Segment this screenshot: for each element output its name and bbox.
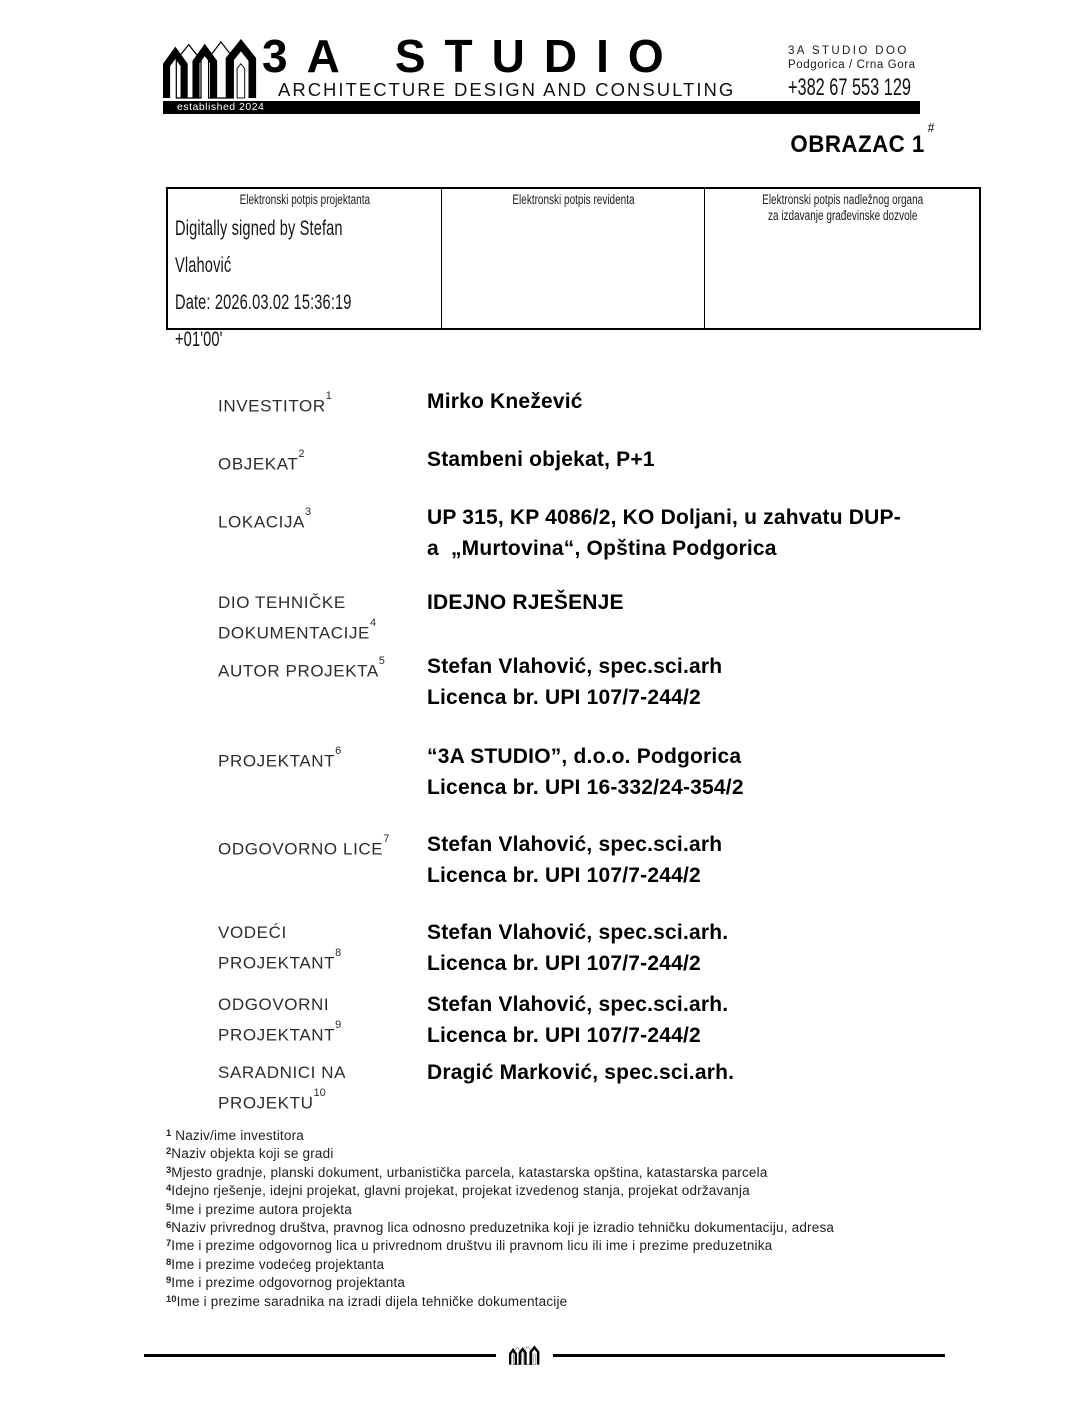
footer-rule-right bbox=[553, 1354, 945, 1357]
field-label-line: ODGOVORNI bbox=[218, 995, 330, 1014]
footnote-item bbox=[166, 1236, 946, 1254]
field-value bbox=[427, 918, 1007, 979]
signature-line: Vlahović bbox=[175, 253, 232, 277]
field-label-line: VODEĆI bbox=[218, 923, 287, 942]
field-label-sup: 7 bbox=[383, 833, 390, 845]
form-title-mark: # bbox=[927, 120, 935, 135]
footnote-text: Naziv/ime investitora bbox=[171, 1128, 304, 1143]
field-label-line: PROJEKTANT$^9$ bbox=[218, 1019, 342, 1045]
field-label-line: SARADNICI NA bbox=[218, 1063, 347, 1082]
field-value bbox=[427, 445, 1007, 476]
signature-line: Digitally signed by Stefan bbox=[175, 216, 343, 240]
footnote-text: Ime i prezime vodećeg projektanta bbox=[171, 1256, 385, 1272]
field-label-sup: 8 bbox=[335, 947, 342, 959]
field-value-line: UP 315, KP 4086/2, KO Doljani, u zahvatu DUP- bbox=[427, 506, 901, 529]
footer-logo-icon bbox=[509, 1344, 540, 1366]
field-value-line: Dragić Marković, spec.sci.arh. bbox=[427, 1061, 735, 1084]
company-location: Podgorica / Crna Gora bbox=[788, 59, 916, 71]
field-value bbox=[427, 830, 1007, 891]
footnote-sup: 4 bbox=[166, 1183, 172, 1195]
field-value-line: Licenca br. UPI 16-332/24-354/2 bbox=[427, 775, 744, 799]
field-label-line: DOKUMENTACIJE$^4$ bbox=[218, 617, 377, 643]
field-value-line: Stambeni objekat, P+1 bbox=[427, 448, 655, 471]
footer-rule-left bbox=[144, 1354, 496, 1357]
field-value-line: “3A STUDIO”, d.o.o. Podgorica bbox=[427, 745, 742, 768]
footnote-text: Naziv privrednog društva, pravnog lica odnosno preduzetnika koji je izradio tehničku dokumentaciju, adresa bbox=[171, 1220, 835, 1236]
field-label-line: PROJEKTANT$^6$ bbox=[218, 745, 342, 771]
signature-line: +01'00' bbox=[175, 327, 223, 351]
field-label-line: LOKACIJA$^3$ bbox=[218, 506, 312, 532]
footnote-item bbox=[166, 1126, 946, 1144]
form-title-text: OBRAZAC 1 bbox=[790, 131, 925, 158]
field-value-line: Licenca br. UPI 107/7-244/2 bbox=[427, 1023, 701, 1047]
field-value-line: a „Murtovina“, Opština Podgorica bbox=[427, 536, 777, 560]
signature-line: Date: 2026.03.02 15:36:19 bbox=[175, 290, 352, 314]
footnote-item bbox=[166, 1255, 946, 1273]
field-label bbox=[218, 992, 418, 1049]
footnote-text: Mjesto gradnje, planski dokument, urbanistička parcela, katastarska opština, katastarska parcela bbox=[171, 1164, 768, 1180]
field-label bbox=[218, 920, 418, 977]
field-value-line: Licenca br. UPI 107/7-244/2 bbox=[427, 951, 701, 975]
field-value-line: Licenca br. UPI 107/7-244/2 bbox=[427, 685, 701, 709]
footnote-sup: 3 bbox=[166, 1164, 172, 1176]
footnote-sup: 9 bbox=[166, 1275, 172, 1287]
footnote-text: Ime i prezime autora projekta bbox=[171, 1201, 352, 1217]
footnote-sup: 1 bbox=[166, 1128, 172, 1139]
signature-header-line: Elektronski potpis revidenta bbox=[512, 192, 635, 207]
field-label-sup: 9 bbox=[335, 1019, 342, 1031]
footnote-item bbox=[166, 1218, 946, 1236]
field-label bbox=[218, 389, 418, 420]
field-label-line: DIO TEHNIČKE bbox=[218, 593, 346, 612]
footnote-item bbox=[166, 1292, 946, 1310]
field-value bbox=[427, 503, 1007, 564]
field-value-line: Licenca br. UPI 107/7-244/2 bbox=[427, 863, 701, 887]
footnote-sup: 8 bbox=[166, 1256, 172, 1268]
field-value-line: IDEJNO RJEŠENJE bbox=[427, 591, 624, 614]
field-label-line: PROJEKTANT$^8$ bbox=[218, 947, 342, 973]
footnote-text: Idejno rješenje, idejni projekat, glavni projekat, projekat izvedenog stanja, projekat održavanja bbox=[171, 1183, 750, 1199]
field-value-line: Mirko Knežević bbox=[427, 390, 583, 413]
field-label-sup: 10 bbox=[313, 1087, 326, 1099]
footnote-sup: 2 bbox=[166, 1146, 172, 1158]
field-label-sup: 3 bbox=[305, 506, 312, 518]
field-value bbox=[427, 1058, 1007, 1089]
field-label-sup: 5 bbox=[378, 655, 385, 667]
signature-header-line: za izdavanje građevinske dozvole bbox=[767, 208, 917, 223]
footnote-sup: 5 bbox=[166, 1201, 172, 1213]
field-label bbox=[218, 832, 418, 863]
field-value bbox=[427, 742, 1007, 803]
field-label-line: OBJEKAT$^2$ bbox=[218, 448, 305, 474]
field-label bbox=[218, 590, 418, 647]
established-banner-text: established 2024 bbox=[177, 101, 265, 113]
footnote-text: Naziv objekta koji se gradi bbox=[171, 1146, 334, 1162]
phone-number: +382 67 553 129 bbox=[788, 74, 911, 101]
field-value bbox=[427, 387, 1007, 418]
field-value bbox=[427, 652, 1007, 713]
field-value-line: Stefan Vlahović, spec.sci.arh bbox=[427, 655, 723, 678]
footnote-item bbox=[166, 1200, 946, 1218]
field-label-line: PROJEKTU$^{10}$ bbox=[218, 1087, 326, 1113]
footnote-text: Ime i prezime saradnika na izradi dijela tehničke dokumentacije bbox=[176, 1293, 568, 1309]
field-label bbox=[218, 505, 418, 536]
footnote-item bbox=[166, 1144, 946, 1162]
footnotes-section bbox=[166, 1126, 946, 1310]
footnote-item bbox=[166, 1273, 946, 1291]
field-label-line: INVESTITOR$^1$ bbox=[218, 390, 332, 416]
brand-tagline: ARCHITECTURE DESIGN AND CONSULTING bbox=[278, 79, 736, 100]
field-value bbox=[427, 990, 1007, 1051]
field-value-line: Stefan Vlahović, spec.sci.arh. bbox=[427, 921, 729, 944]
field-label bbox=[218, 1060, 418, 1117]
footnote-sup: 6 bbox=[166, 1220, 172, 1232]
footnote-item bbox=[166, 1181, 946, 1199]
footnote-sup: 7 bbox=[166, 1238, 172, 1250]
field-label-sup: 6 bbox=[335, 745, 342, 757]
company-name: 3A STUDIO DOO bbox=[788, 45, 909, 57]
brand-name: 3A STUDIO bbox=[262, 30, 683, 82]
signature-header-line: Elektronski potpis nadležnog organa bbox=[761, 192, 923, 207]
field-label-sup: 1 bbox=[325, 390, 332, 402]
field-label bbox=[218, 654, 418, 685]
field-label bbox=[218, 447, 418, 478]
field-label-sup: 4 bbox=[370, 617, 377, 629]
footnote-item bbox=[166, 1163, 946, 1181]
footnote-sup: 10 bbox=[166, 1293, 177, 1305]
field-label-sup: 2 bbox=[298, 448, 305, 460]
field-label-line: AUTOR PROJEKTA$^5$ bbox=[218, 655, 385, 681]
field-label-line: ODGOVORNO LICE$^7$ bbox=[218, 833, 390, 859]
signature-header-line: Elektronski potpis projektanta bbox=[239, 192, 371, 207]
footnote-text: Ime i prezime odgovornog projektanta bbox=[171, 1275, 406, 1291]
page-footer bbox=[0, 1344, 1088, 1366]
footnote-text: Ime i prezime odgovornog lica u privrednom društvu ili pravnom licu ili ime i prezime preduzetnika bbox=[171, 1238, 773, 1254]
field-value bbox=[427, 588, 1007, 619]
field-value-line: Stefan Vlahović, spec.sci.arh bbox=[427, 833, 723, 856]
field-label bbox=[218, 744, 418, 775]
field-value-line: Stefan Vlahović, spec.sci.arh. bbox=[427, 993, 729, 1016]
